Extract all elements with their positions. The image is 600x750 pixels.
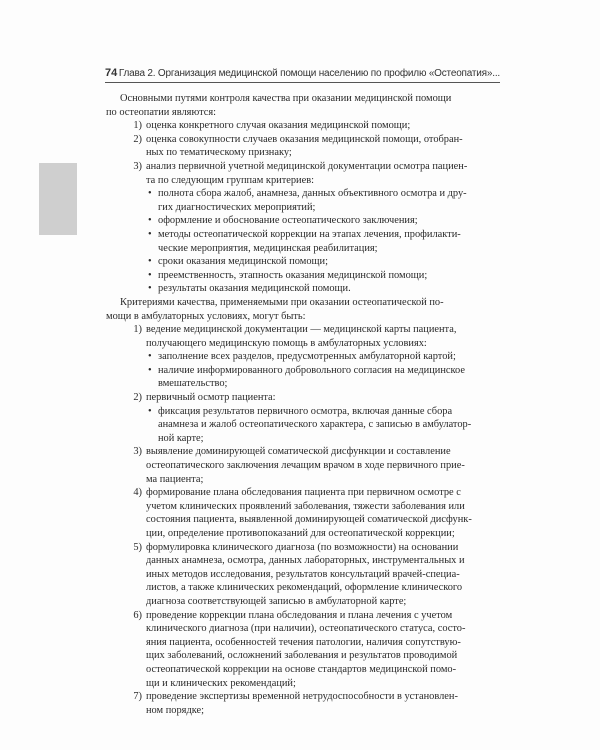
bullet-icon: • xyxy=(148,215,152,227)
item-number: 6) xyxy=(133,609,142,621)
text-line: ных по тематическому признаку; xyxy=(146,147,292,159)
text-line: первичный осмотр пациента: xyxy=(146,392,276,404)
running-header xyxy=(105,66,500,83)
list-item xyxy=(106,133,500,160)
text-line: щи и клинических рекомендаций; xyxy=(146,677,296,689)
text-line: методы остеопатической коррекции на этапах лечения, профилакти- xyxy=(158,228,461,240)
bullet-item xyxy=(106,405,500,446)
list-item xyxy=(106,609,500,691)
text-line: щих заболеваний, осложнений заболевания и результатов проводимой xyxy=(146,650,458,662)
text-line: преемственность, этапность оказания медицинской помощи; xyxy=(158,269,428,281)
text-line: данных анамнеза, осмотра, данных лабораторных, инструментальных и xyxy=(146,555,465,567)
bullet-item xyxy=(106,228,500,255)
bullet-icon: • xyxy=(148,364,152,376)
text-line: проведение экспертизы временной нетрудоспособности в установлен- xyxy=(146,691,458,703)
bullet-icon: • xyxy=(148,351,152,363)
text-line: состояния пациента, выявленной доминирующей соматической дисфунк- xyxy=(146,514,472,526)
running-title: Глава 2. Организация медицинской помощи населению по профилю «Остеопатия»... xyxy=(118,68,500,79)
item-number: 4) xyxy=(133,487,142,499)
item-number: 3) xyxy=(133,160,142,172)
list-item xyxy=(106,486,500,540)
text-line: ции, определение противопоказаний для остеопатической коррекции; xyxy=(146,528,455,539)
text-line: Основными путями контроля качества при оказании медицинской помощи xyxy=(120,93,452,104)
text-line: фиксация результатов первичного осмотра, включая данные сбора xyxy=(158,405,453,417)
bullet-item xyxy=(106,364,500,391)
list-item xyxy=(106,445,500,486)
bullet-item xyxy=(106,255,500,269)
text-line: ческие мероприятия, медицинская реабилитация; xyxy=(158,242,378,254)
text-line: выявление доминирующей соматической дисфункции и составление xyxy=(146,446,451,458)
text-line: наличие информированного добровольного согласия на медицинское xyxy=(158,364,465,376)
text-line: оценка конкретного случая оказания медицинской помощи; xyxy=(146,120,411,132)
text-line: по остеопатии являются: xyxy=(106,106,217,118)
text-line: оценка совокупности случаев оказания медицинской помощи, отобран- xyxy=(146,133,463,145)
bullet-item xyxy=(106,187,500,214)
text-line: листов, а также клинических рекомендаций, оформление клинического xyxy=(146,582,463,594)
list-item xyxy=(106,541,500,609)
text-line: вмешательство; xyxy=(158,378,228,390)
chapter-side-tab xyxy=(39,163,77,235)
list-item xyxy=(106,119,500,133)
item-number: 7) xyxy=(133,691,142,703)
text-line: остеопатического заключения лечащим врачом в ходе первичного прие- xyxy=(146,460,465,472)
text-line: ведение медицинской документации — медицинской карты пациента, xyxy=(146,324,457,336)
page-body xyxy=(106,92,500,717)
text-line: ма пациента; xyxy=(146,473,204,485)
item-number: 1) xyxy=(133,120,142,132)
text-line: результаты оказания медицинской помощи. xyxy=(158,283,351,295)
item-number: 5) xyxy=(133,541,142,553)
text-line: та по следующим группам критериев: xyxy=(146,174,315,186)
text-line: диагноза соответствующей записью в амбулаторной карте; xyxy=(146,595,407,607)
text-line: остеопатической коррекции на основе стандартов медицинской помо- xyxy=(146,663,457,675)
bullet-icon: • xyxy=(148,405,152,417)
bullet-item xyxy=(106,282,500,296)
text-line: формулировка клинического диагноза (по возможности) на основании xyxy=(146,541,459,553)
criteria-paragraph xyxy=(106,296,500,323)
bullet-item xyxy=(106,214,500,228)
intro-paragraph xyxy=(106,92,500,119)
item-number: 2) xyxy=(133,133,142,145)
bullet-icon: • xyxy=(148,228,152,240)
bullet-item xyxy=(106,269,500,283)
text-line: учетом клинических проявлений заболевания, тяжести заболевания или xyxy=(146,500,465,512)
text-line: ном порядке; xyxy=(146,704,205,716)
text-line: формирование плана обследования пациента при первичном осмотре с xyxy=(146,487,461,499)
text-line: иных методов исследования, результатов консультаций врачей-специа- xyxy=(146,568,460,580)
item-number: 2) xyxy=(133,392,142,404)
text-line: оформление и обоснование остеопатического заключения; xyxy=(158,215,418,227)
list-item xyxy=(106,391,500,405)
item-number: 3) xyxy=(133,446,142,458)
text-line: анализ первичной учетной медицинской документации осмотра пациен- xyxy=(146,160,468,172)
text-line: заполнение всех разделов, предусмотренных амбулаторной картой; xyxy=(158,351,456,363)
text-line: Критериями качества, применяемыми при оказании остеопатической по- xyxy=(120,296,444,308)
bullet-icon: • xyxy=(148,269,152,281)
list-item xyxy=(106,160,500,187)
list-item xyxy=(106,323,500,350)
text-line: сроки оказания медицинской помощи; xyxy=(158,256,328,268)
item-number: 1) xyxy=(133,324,142,336)
bullet-icon: • xyxy=(148,283,152,295)
bullet-icon: • xyxy=(148,188,152,200)
text-line: клинического диагноза (при наличии), остеопатического статуса, состо- xyxy=(146,623,466,635)
page-number: 74 xyxy=(105,67,118,79)
list-item xyxy=(106,690,500,717)
text-line: гих диагностических мероприятий; xyxy=(158,201,316,213)
text-line: получающего медицинскую помощь в амбулаторных условиях: xyxy=(146,337,427,349)
text-line: яния пациента, особенностей течения патологии, наличия сопутствую- xyxy=(146,636,461,648)
text-line: проведение коррекции плана обследования и плана лечения с учетом xyxy=(146,609,453,621)
text-line: анамнеза и жалоб остеопатического характера, с записью в амбулатор- xyxy=(158,419,472,431)
text-line: полнота сбора жалоб, анамнеза, данных объективного осмотра и дру- xyxy=(158,188,467,200)
text-line: мощи в амбулаторных условиях, могут быть: xyxy=(106,310,306,322)
text-line: ной карте; xyxy=(158,432,204,444)
bullet-icon: • xyxy=(148,256,152,268)
bullet-item xyxy=(106,350,500,364)
